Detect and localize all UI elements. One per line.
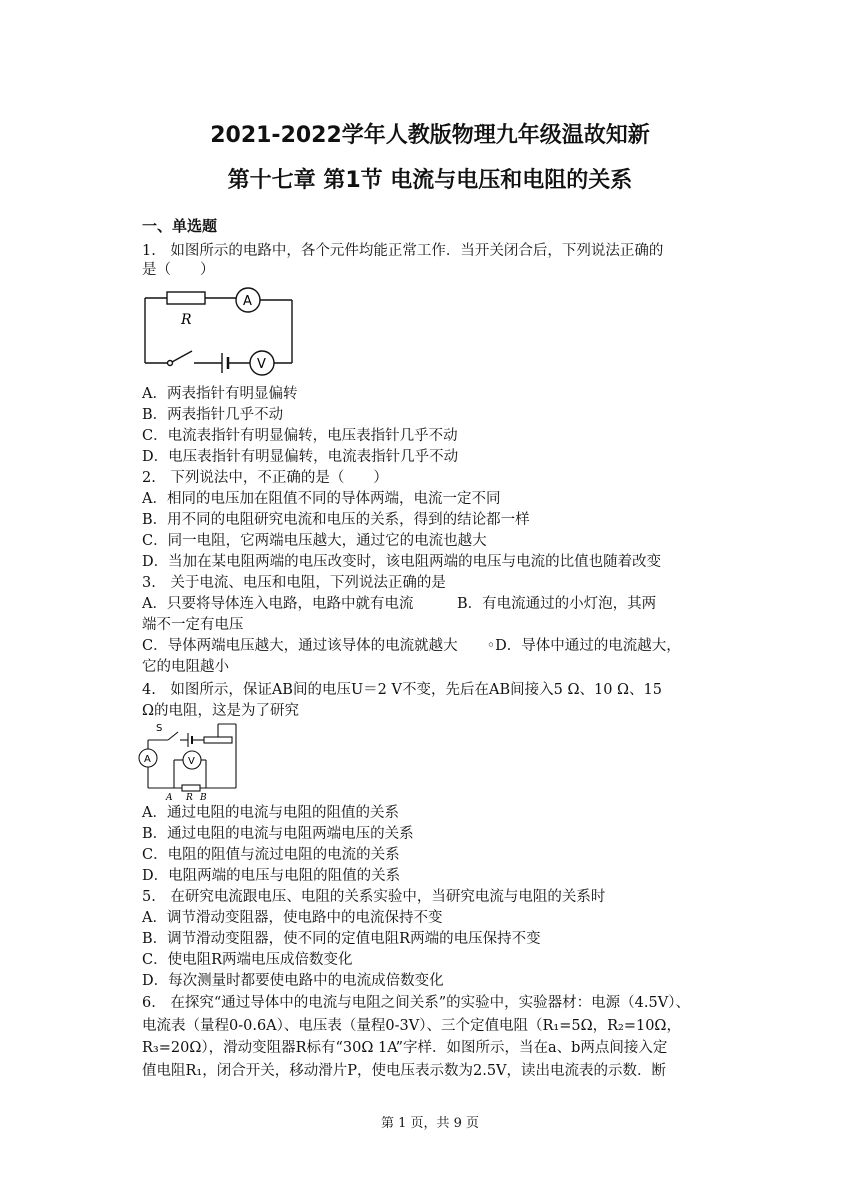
q4-stem-line1: 4. 如图所示，保证AB间的电压U＝2 V不变，先后在AB间接入5 Ω、10 Ω、15	[142, 682, 663, 698]
q3-stem: 3. 关于电流、电压和电阻，下列说法正确的是	[142, 575, 446, 591]
q4-switch-label: S	[156, 723, 163, 734]
q2-option-b: B．用不同的电阻研究电流和电压的关系，得到的结论都一样	[142, 512, 530, 528]
q4-option-c: C．电阻的阻值与流过电阻的电流的关系	[142, 847, 400, 863]
q4-voltmeter-label: V	[188, 756, 195, 767]
q2-option-d: D．当加在某电阻两端的电压改变时，该电阻两端的电压与电流的比值也随着改变	[142, 554, 662, 570]
q6-text-line2: 电流表（量程0-0.6A）、电压表（量程0-3V）、三个定值电阻（R₁=5Ω，R₂=10Ω，	[142, 1018, 681, 1034]
q3-options-ab-line1: A．只要将导体连入电路，电路中就有电流 B．有电流通过的小灯泡，其两	[142, 596, 657, 612]
q5-option-a: A．调节滑动变阻器，使电路中的电流保持不变	[142, 910, 443, 926]
document-subtitle: 第十七章 第1节 电流与电压和电阻的关系	[227, 168, 633, 193]
q1-ammeter-label: A	[243, 294, 252, 309]
q2-option-c: C．同一电阻，它两端电压越大，通过它的电流也越大	[142, 533, 487, 549]
q4-point-a-label: A	[166, 793, 173, 802]
q5-stem: 5. 在研究电流跟电压、电阻的关系实验中，当研究电流与电阻的关系时	[142, 889, 606, 905]
q4-stem-line2: Ω的电阻，这是为了研究	[142, 703, 300, 719]
page-footer: 第 1 页，共 9 页	[380, 1116, 480, 1131]
q4-point-b-label: B	[200, 793, 207, 802]
document-title: 2021-2022学年人教版物理九年级温故知新	[210, 123, 650, 148]
q3-options-cd-line2: 它的电阻越小	[142, 659, 229, 675]
q2-stem: 2. 下列说法中，不正确的是（ ）	[142, 470, 388, 486]
q4-option-d: D．电阻两端的电压与电阻的阻值的关系	[142, 868, 401, 884]
q1-stem-line1: 1. 如图所示的电路中，各个元件均能正常工作．当开关闭合后，下列说法正确的	[142, 243, 664, 259]
q4-circuit-diagram	[136, 720, 240, 802]
q5-option-d: D．每次测量时都要使电路中的电流成倍数变化	[142, 973, 444, 989]
q5-option-c: C．使电阻R两端电压成倍数变化	[142, 952, 353, 968]
q1-option-b: B．两表指针几乎不动	[142, 407, 284, 423]
q2-option-a: A．相同的电压加在阻值不同的导体两端，电流一定不同	[142, 491, 501, 507]
q1-option-a: A．两表指针有明显偏转	[142, 386, 298, 402]
q4-option-a: A．通过电阻的电流与电阻的阻值的关系	[142, 805, 399, 821]
q4-ammeter-label: A	[144, 754, 151, 765]
q1-option-c: C．电流表指针有明显偏转，电压表指针几乎不动	[142, 428, 458, 444]
q4-option-b: B．通过电阻的电流与电阻两端电压的关系	[142, 826, 414, 842]
q5-option-b: B．调节滑动变阻器，使不同的定值电阻R两端的电压保持不变	[142, 931, 541, 947]
section-heading: 一、单选题	[142, 217, 218, 235]
q6-text-line4: 值电阻R₁，闭合开关，移动滑片P，使电压表示数为2.5V，读出电流表的示数．断	[142, 1063, 667, 1079]
q3-options-ab-line2: 端不一定有电压	[142, 617, 244, 633]
q6-text-line3: R₃=20Ω），滑动变阻器R标有“30Ω 1A”字样．如图所示，当在a、b两点间接入定	[142, 1040, 668, 1056]
q3-options-cd-line1: C．导体两端电压越大，通过该导体的电流就越大 ◦D．导体中通过的电流越大，	[142, 638, 681, 654]
q1-voltmeter-label: V	[257, 357, 266, 372]
q6-text-line1: 6. 在探究“通过导体中的电流与电阻之间关系”的实验中，实验器材：电源（4.5V）、	[142, 995, 690, 1011]
q1-stem-line2: 是（ ）	[142, 262, 215, 278]
q4-resistor-label: R	[186, 793, 193, 802]
q1-option-d: D．电压表指针有明显偏转，电流表指针几乎不动	[142, 449, 459, 465]
q1-resistor-label: R	[181, 312, 192, 328]
q1-circuit-diagram	[142, 283, 297, 383]
